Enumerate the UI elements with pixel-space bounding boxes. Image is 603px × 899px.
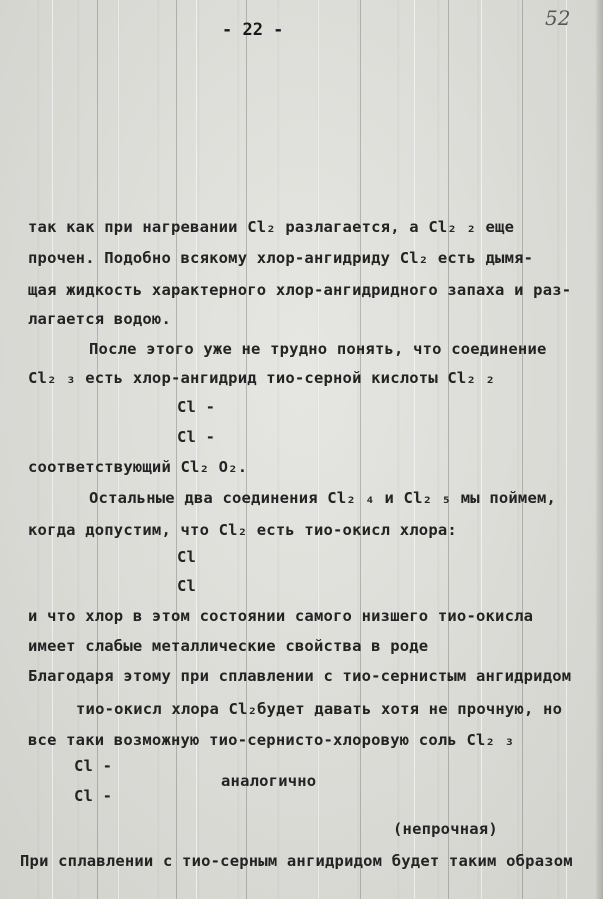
text-line: аналогично — [221, 772, 317, 790]
formula-line: Cl - — [177, 398, 216, 416]
formula-line: Cl — [177, 548, 197, 566]
text-line: и что хлор в этом состоянии самого низшего тио-окисла — [28, 607, 534, 625]
formula-line: Cl - — [177, 428, 216, 446]
text-line: Cl₂ ₃ есть хлор-ангидрид тио-серной кислоты Cl₂ ₂ — [28, 369, 496, 387]
text-line: прочен. Подобно всякому хлор-ангидриду Cl₂ есть дымя- — [28, 249, 534, 267]
text-line: Благодаря этому при сплавлении с тио-сернистым ангидридом — [28, 667, 572, 685]
text-line: так как при нагревании Cl₂ разлагается, а Cl₂ ₂ еще — [28, 218, 515, 236]
text-line: лагается водою. — [28, 310, 171, 328]
text-line: щая жидкость характерного хлор-ангидридного запаха и раз- — [28, 281, 572, 299]
formula-line: Cl — [177, 577, 197, 595]
handwritten-page-number: 52 — [545, 6, 571, 30]
text-line: имеет слабые металлические свойства в роде — [28, 637, 429, 655]
text-line: При сплавлении с тио-серным ангидридом будет таким образом — [20, 852, 573, 870]
text-line: тио-окисл хлора Cl₂будет давать хотя не прочную, но — [76, 700, 563, 718]
text-line: После этого уже не трудно понять, что соединение — [89, 340, 547, 358]
text-line: Остальные два соединения Cl₂ ₄ и Cl₂ ₅ мы поймем, — [89, 489, 557, 507]
text-line: все таки возможную тио-сернисто-хлоровую соль Cl₂ ₃ — [28, 731, 515, 749]
formula-line: Cl - — [74, 787, 113, 805]
formula-line: Cl - — [74, 757, 113, 775]
text-line: соответствующий Cl₂ O₂. — [28, 458, 248, 476]
page-number: - 22 - — [222, 20, 284, 40]
text-line: (непрочная) — [393, 820, 498, 838]
text-line: когда допустим, что Cl₂ есть тио-окисл хлора: — [28, 521, 457, 539]
